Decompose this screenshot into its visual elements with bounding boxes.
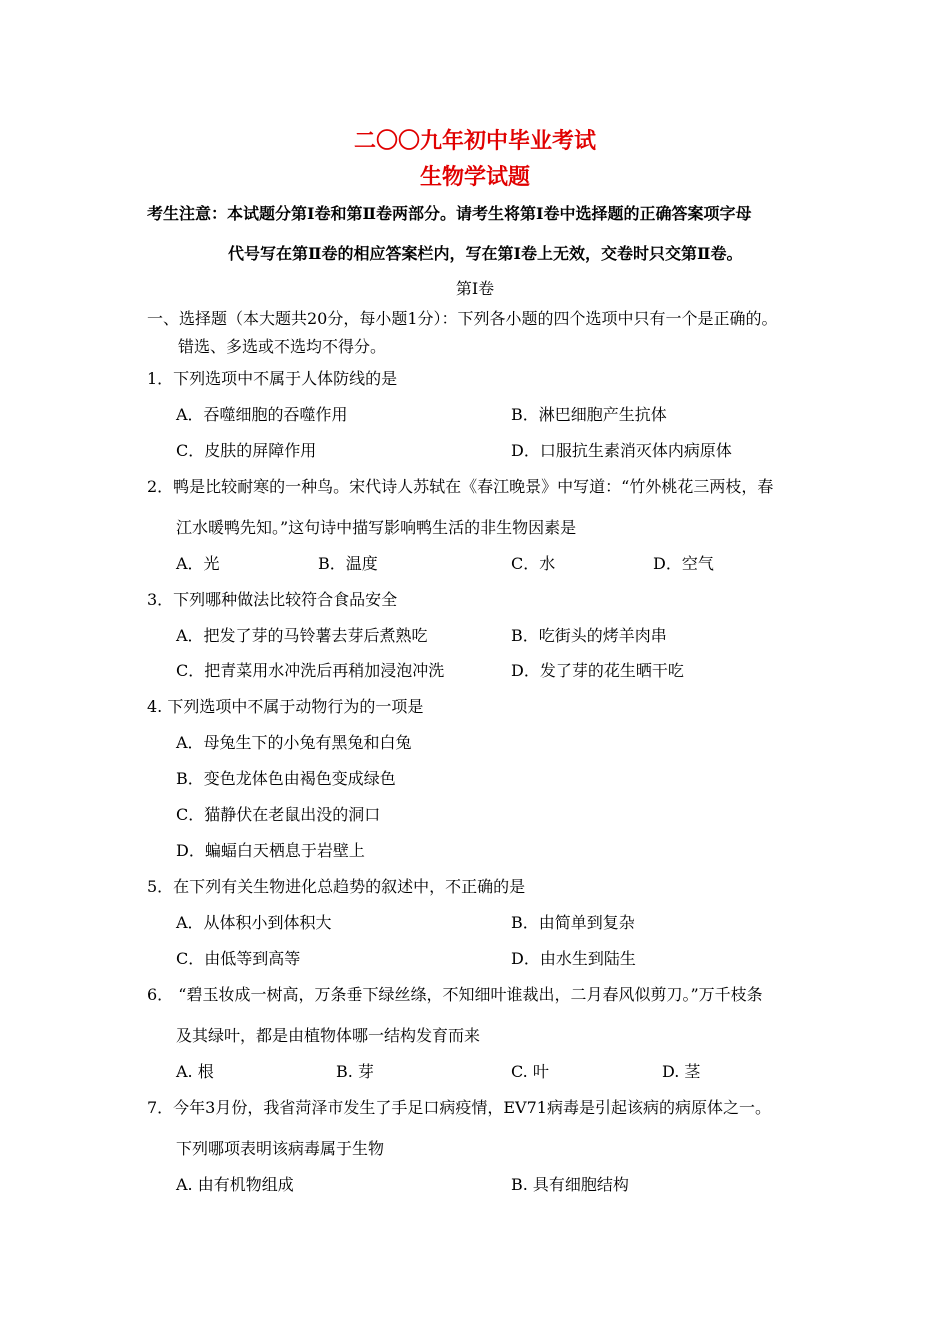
question-4-stem: 4. 下列选项中不属于动物行为的一项是 [147,697,424,716]
question-5-option-b: B．由简单到复杂 [511,913,635,932]
question-2-option-c: C．水 [511,554,556,573]
notice-line-1: 考生注意：本试题分第Ⅰ卷和第Ⅱ卷两部分。请考生将第Ⅰ卷中选择题的正确答案项字母 [147,204,752,223]
question-4-option-a: A．母兔生下的小兔有黑兔和白兔 [176,733,412,752]
notice-line-2: 代号写在第Ⅱ卷的相应答案栏内，写在第Ⅰ卷上无效，交卷时只交第Ⅱ卷。 [228,244,743,263]
question-1-option-c: C．皮肤的屏障作用 [176,441,317,460]
question-6-option-a: A. 根 [176,1062,214,1081]
question-4-option-c: C．猫静伏在老鼠出没的洞口 [176,805,381,824]
question-3-option-a: A．把发了芽的马铃薯去芽后煮熟吃 [176,626,428,645]
question-1-option-a: A．吞噬细胞的吞噬作用 [176,405,348,424]
question-2-option-a: A．光 [176,554,220,573]
question-6-option-d: D. 茎 [662,1062,701,1081]
exam-title: 二〇〇九年初中毕业考试 [353,128,596,154]
question-1-option-b: B．淋巴细胞产生抗体 [511,405,667,424]
question-7-stem: 7．今年3月份，我省菏泽市发生了手足口病疫情，EV71病毒是引起该病的病原体之一。 [147,1098,771,1117]
question-5-stem: 5．在下列有关生物进化总趋势的叙述中，不正确的是 [147,877,526,896]
question-2-option-b: B．温度 [318,554,378,573]
question-2-option-d: D．空气 [653,554,714,573]
question-2-stem: 2．鸭是比较耐寒的一种鸟。宋代诗人苏轼在《春江晚景》中写道：“竹外桃花三两枝，春 [147,477,774,496]
question-6-option-b: B. 芽 [336,1062,374,1081]
question-5-option-d: D．由水生到陆生 [511,949,636,968]
question-7-option-b: B. 具有细胞结构 [511,1175,629,1194]
question-1-option-d: D．口服抗生素消灭体内病原体 [511,441,732,460]
question-5-option-c: C．由低等到高等 [176,949,301,968]
question-6-stem: 6． “碧玉妆成一树高，万条垂下绿丝绦，不知细叶谁裁出，二月春风似剪刀。”万千枝条 [147,985,763,1004]
question-1-stem: 1．下列选项中不属于人体防线的是 [147,369,398,388]
question-7-stem-cont: 下列哪项表明该病毒属于生物 [176,1139,385,1158]
question-3-option-d: D．发了芽的花生晒干吃 [511,661,684,680]
question-3-stem: 3．下列哪种做法比较符合食品安全 [147,590,398,609]
question-2-stem-cont: 江水暖鸭先知。”这句诗中描写影响鸭生活的非生物因素是 [176,518,577,537]
question-3-option-c: C．把青菜用水冲洗后再稍加浸泡冲洗 [176,661,445,680]
question-5-option-a: A．从体积小到体积大 [176,913,332,932]
question-7-option-a: A. 由有机物组成 [176,1175,294,1194]
question-6-option-c: C. 叶 [511,1062,549,1081]
section-intro-line-1: 一、选择题（本大题共20分，每小题1分）：下列各小题的四个选项中只有一个是正确的。 [147,309,778,328]
question-4-option-d: D．蝙蝠白天栖息于岩壁上 [176,841,365,860]
section-intro-line-2: 错选、多选或不选均不得分。 [178,337,387,356]
question-6-stem-cont: 及其绿叶，都是由植物体哪一结构发育而来 [176,1026,481,1045]
question-3-option-b: B．吃街头的烤羊肉串 [511,626,667,645]
question-4-option-b: B．变色龙体色由褐色变成绿色 [176,769,396,788]
exam-subtitle: 生物学试题 [419,164,530,190]
section-heading: 第Ⅰ卷 [455,279,495,298]
